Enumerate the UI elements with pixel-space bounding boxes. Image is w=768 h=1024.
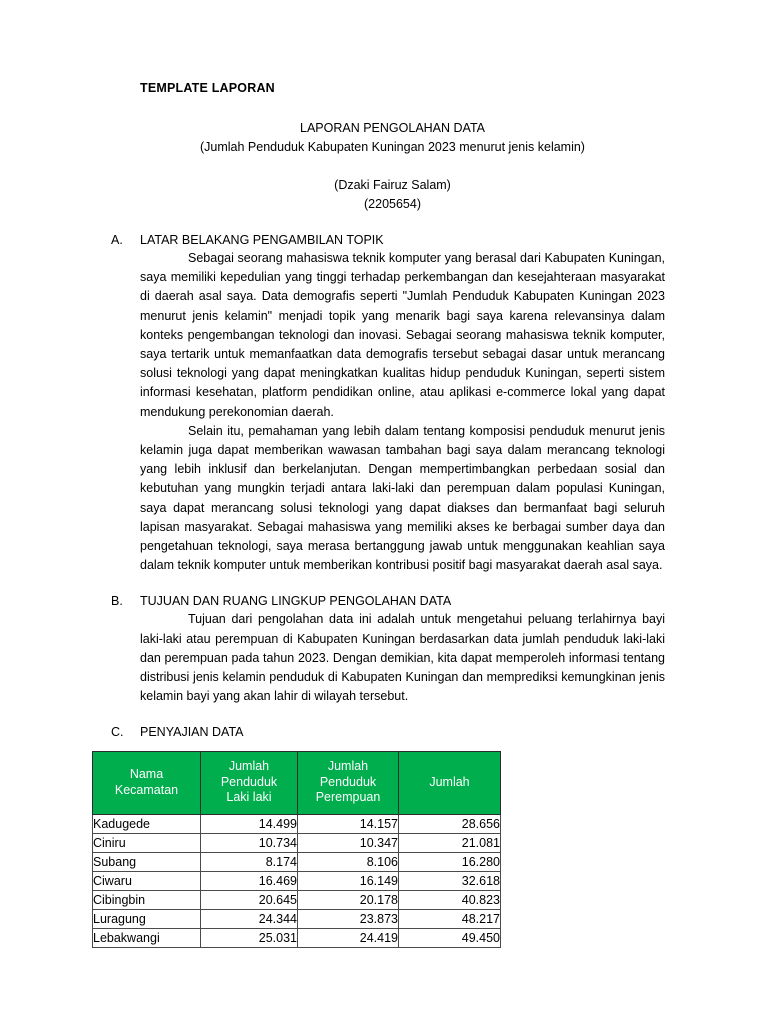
section-b-paragraph-1: Tujuan dari pengolahan data ini adalah untuk mengetahui peluang terlahirnya bayi laki-laki atau perempuan di Kabupaten Kuningan berdasarkan data jumlah penduduk laki-laki dan perempuan pada tahun 2023. Dengan demikian, kita dapat memperoleh informasi tentang distribusi jenis kelamin penduduk di Kabupaten Kuningan dan memprediksi kemungkinan jenis kelamin bayi yang akan lahir di wilayah tersebut. (140, 612, 665, 704)
section-b-title: TUJUAN DAN RUANG LINGKUP PENGOLAHAN DATA (140, 594, 452, 609)
table-row (93, 833, 501, 852)
table-row (93, 890, 501, 909)
cell-kecamatan: Luragung (93, 909, 201, 928)
cell-jumlah: 40.823 (399, 890, 501, 909)
cell-laki-laki: 14.499 (201, 814, 298, 833)
section-a-paragraph-1: Sebagai seorang mahasiswa teknik komputer yang berasal dari Kabupaten Kuningan, saya memiliki kepedulian yang tinggi terhadap perkembangan dan kesejahteraan masyarakat di daerah asal saya. Data demografis seperti "Jumlah Penduduk Kabupaten Kuningan 2023 menurut jenis kelamin" menjadi topik yang menarik bagi saya karena relevansinya dalam konteks pengembangan teknologi dan inovasi. Sebagai seorang mahasiswa teknik komputer, saya tertarik untuk memanfaatkan data demografis tersebut sebagai dasar untuk merancang solusi teknologi yang dapat meningkatkan kualitas hidup penduduk Kuningan, seperti sistem informasi kesehatan, platform pendidikan online, atau aplikasi e-commerce lokal yang dapat mendukung perekonomian daerah. (140, 251, 665, 419)
template-label: TEMPLATE LAPORAN (140, 81, 275, 95)
cell-kecamatan: Cibingbin (93, 890, 201, 909)
table-column-header-line: Kecamatan (114, 782, 179, 797)
cell-perempuan: 24.419 (298, 928, 399, 947)
table-row (93, 814, 501, 833)
cell-jumlah: 16.280 (399, 852, 501, 871)
cell-laki-laki: 8.174 (201, 852, 298, 871)
cell-kecamatan: Subang (93, 852, 201, 871)
cell-laki-laki: 25.031 (201, 928, 298, 947)
section-a (92, 232, 665, 575)
cell-laki-laki: 24.344 (201, 909, 298, 928)
section-a-heading (111, 232, 665, 249)
table-header (93, 752, 501, 815)
table-row (93, 871, 501, 890)
cell-laki-laki: 20.645 (201, 890, 298, 909)
cell-jumlah: 28.656 (399, 814, 501, 833)
table-column-header-line: Jumlah (327, 759, 369, 774)
population-table (92, 751, 501, 948)
table-row (93, 928, 501, 947)
cell-laki-laki: 16.469 (201, 871, 298, 890)
table-column-header-line: Laki laki (226, 790, 272, 805)
author-name: (Dzaki Fairuz Salam) (334, 178, 451, 192)
table-column-header-line: Penduduk (319, 774, 377, 789)
cell-perempuan: 10.347 (298, 833, 399, 852)
table-body (93, 814, 501, 947)
section-a-title: LATAR BELAKANG PENGAMBILAN TOPIK (140, 233, 384, 247)
report-title: LAPORAN PENGOLAHAN DATA (300, 121, 485, 135)
section-c (92, 724, 665, 948)
cell-perempuan: 14.157 (298, 814, 399, 833)
table-column-header (298, 752, 399, 815)
table-column-header (93, 752, 201, 815)
cell-laki-laki: 10.734 (201, 833, 298, 852)
cell-jumlah: 48.217 (399, 909, 501, 928)
cell-jumlah: 32.618 (399, 871, 501, 890)
table-column-header-line: Jumlah (228, 759, 270, 774)
population-table-wrapper (92, 751, 665, 948)
section-b-letter: B. (111, 594, 123, 609)
author-block (92, 176, 665, 214)
cell-perempuan: 8.106 (298, 852, 399, 871)
cell-kecamatan: Ciwaru (93, 871, 201, 890)
section-a-letter: A. (111, 233, 123, 247)
cell-perempuan: 16.149 (298, 871, 399, 890)
table-column-header (399, 752, 501, 815)
table-column-header-line: Nama (129, 767, 164, 782)
report-subtitle: (Jumlah Penduduk Kabupaten Kuningan 2023 menurut jenis kelamin) (200, 140, 585, 154)
section-b (92, 593, 665, 706)
cell-kecamatan: Kadugede (93, 814, 201, 833)
cell-kecamatan: Ciniru (93, 833, 201, 852)
table-column-header-line: Penduduk (220, 774, 278, 789)
author-student-id: (2205654) (364, 197, 421, 211)
cell-jumlah: 21.081 (399, 833, 501, 852)
cell-perempuan: 23.873 (298, 909, 399, 928)
table-column-header-line: Jumlah (429, 774, 470, 789)
section-c-heading (111, 724, 665, 741)
section-b-heading (111, 593, 665, 610)
cell-jumlah: 49.450 (399, 928, 501, 947)
section-a-paragraph-2: Selain itu, pemahaman yang lebih dalam tentang komposisi penduduk menurut jenis kelamin juga dapat memberikan wawasan tambahan bagi saya dalam merancang teknologi yang lebih inklusif dan berkelanjutan. Dengan mempertimbangkan perbedaan sosial dan kebutuhan yang mungkin terjadi antara laki-laki dan perempuan dalam populasi Kuningan, saya dapat merancang solusi teknologi yang dapat diakses dan bermanfaat bagi seluruh lapisan masyarakat. Sebagai mahasiswa yang memiliki akses ke berbagai sumber daya dan pengetahuan teknologi, saya merasa bertanggung jawab untuk menggunakan keahlian saya dalam teknik komputer untuk memberikan kontribusi positif bagi masyarakat daerah asal saya. (140, 423, 665, 573)
table-header-row (93, 752, 501, 815)
cell-perempuan: 20.178 (298, 890, 399, 909)
table-row (93, 909, 501, 928)
section-c-title: PENYAJIAN DATA (140, 725, 244, 740)
report-title-block (92, 119, 665, 157)
cell-kecamatan: Lebakwangi (93, 928, 201, 947)
table-column-header-line: Perempuan (315, 790, 381, 805)
table-row (93, 852, 501, 871)
section-c-letter: C. (111, 725, 124, 740)
table-column-header (201, 752, 298, 815)
